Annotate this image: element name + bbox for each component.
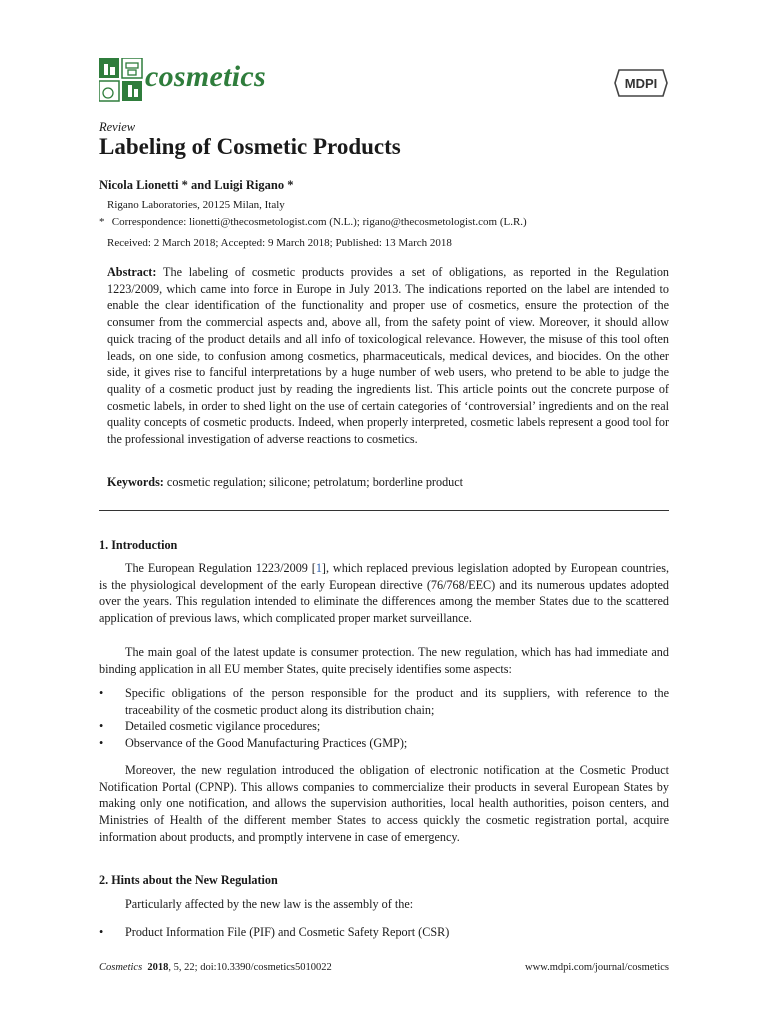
- svg-text:MDPI: MDPI: [624, 76, 658, 91]
- keywords-label: Keywords:: [107, 475, 164, 489]
- citation-link[interactable]: 1: [315, 561, 322, 575]
- list-item-text: Specific obligations of the person responsible for the product and its suppliers, with reference to the traceability of the cosmetic product along its distribution chain;: [125, 686, 669, 717]
- correspondence-text[interactable]: Correspondence: lionetti@thecosmetologist.com (N.L.); rigano@thecosmetologist.com (L.R.): [111, 216, 527, 228]
- publication-dates: Received: 2 March 2018; Accepted: 9 March 2018; Published: 13 March 2018: [107, 237, 452, 249]
- footer-year: 2018: [147, 962, 169, 973]
- cosmetics-logo-icon: [99, 58, 143, 102]
- footer-doi[interactable]: , 5, 22; doi:10.3390/cosmetics5010022: [168, 962, 332, 973]
- bullet-icon: •: [99, 719, 104, 734]
- list-item: [99, 924, 669, 941]
- footer-journal: Cosmetics: [99, 962, 143, 973]
- list-item: [99, 735, 669, 752]
- sec2-bullet-list: [99, 924, 669, 941]
- section-divider: [99, 510, 669, 511]
- affiliation: Rigano Laboratories, 20125 Milan, Italy: [107, 199, 285, 211]
- article-type: Review: [99, 120, 136, 134]
- journal-name: cosmetics: [145, 60, 267, 93]
- correspondence-mark: *: [99, 216, 105, 228]
- intro-p1-end: ], which replaced previous legislation adopted by European countries, is the physiological development of the early European directive (76/768/EEC) and its numerous updates adopted over the years. This regulation intended to eliminate the differences among the member States due to the scattered application of previous laws, which complicated proper market surveillance.: [99, 561, 670, 626]
- section-heading-introduction: 1. Introduction: [99, 538, 178, 552]
- abstract-label: Abstract:: [107, 265, 157, 279]
- abstract: [107, 264, 669, 448]
- list-item-text: Detailed cosmetic vigilance procedures;: [125, 719, 321, 734]
- keywords-text: cosmetic regulation; silicone; petrolatum; borderline product: [166, 475, 464, 489]
- abstract-text: The labeling of cosmetic products provides a set of obligations, as reported in the Regulation 1223/2009, which came into force in Europe in July 2013. The indications reported on the label are intended to enable the clear identification of the functionality and proper use of cosmetics, ensure the protection of the consumer from the commercial aspects and, above all, from the safety point of view. Moreover, it should allow quick tracing of the product details and all info of toxicological relevance. However, the misuse of this tool often leads, on one side, to confusion among cosmetics, pharmaceuticals, medical devices, and biocides. On the other side, it gives rise to fanciful interpretations by a huge number of web users, who pretend to be able to judge the quality of a cosmetic product just by reading the ingredients list. This article points out the concrete purpose of cosmetic labels, in order to shed light on the use of certain categories of ‘controversial’ ingredients and on the real quality concepts of cosmetic products. Indeed, when properly interpreted, cosmetic labels represent a good tool for the professional investigation of adverse reactions to cosmetics.: [107, 265, 670, 447]
- sec2-paragraph-1: Particularly affected by the new law is the assembly of the:: [125, 897, 414, 911]
- mdpi-logo[interactable]: [613, 66, 669, 100]
- journal-header: [99, 58, 669, 106]
- correspondence: [99, 216, 527, 228]
- intro-p1-start: The European Regulation 1223/2009 [: [125, 561, 316, 575]
- article-title: Labeling of Cosmetic Products: [99, 134, 401, 159]
- bullet-icon: •: [99, 736, 104, 751]
- list-item-text: Product Information File (PIF) and Cosmetic Safety Report (CSR): [125, 925, 450, 939]
- author-list: Nicola Lionetti * and Luigi Rigano *: [99, 178, 294, 192]
- list-item: [99, 685, 669, 718]
- keywords: [107, 475, 669, 490]
- list-item: [99, 718, 669, 735]
- footer-url[interactable]: www.mdpi.com/journal/cosmetics: [525, 962, 669, 973]
- list-item-text: Observance of the Good Manufacturing Practices (GMP);: [125, 736, 408, 751]
- section-heading-new-regulation: 2. Hints about the New Regulation: [99, 873, 278, 887]
- intro-paragraph-3: Moreover, the new regulation introduced the obligation of electronic notification at the Cosmetic Product Notification Portal (CPNP). This allows companies to commercialize their products in several European States by making only one notification, and allows the supervision authorities, local health authorities, poison centers, and Ministries of Health of the different member States to access quickly the cosmetic registration portal, acquire information about products, and promptly intervene in case of emergency.: [99, 763, 669, 844]
- intro-paragraph-2: The main goal of the latest update is consumer protection. The new regulation, which has had immediate and binding application in all EU member States, quite precisely identifies some aspects:: [99, 645, 669, 676]
- bullet-icon: •: [99, 925, 104, 939]
- bullet-icon: •: [99, 686, 104, 700]
- footer-citation: [99, 962, 332, 973]
- intro-paragraph-1: [99, 560, 669, 627]
- intro-bullet-list: [99, 685, 669, 752]
